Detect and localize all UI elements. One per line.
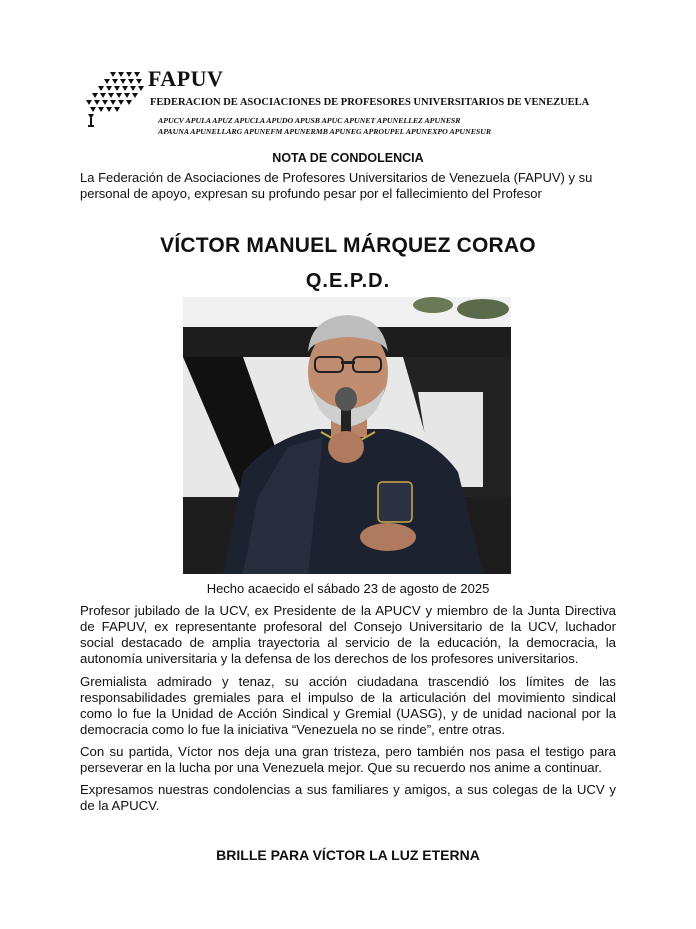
org-full-name: FEDERACION DE ASOCIACIONES DE PROFESORES UNIVERSITARIOS DE VENEZUELA — [150, 97, 590, 108]
closing-line: BRILLE PARA VÍCTOR LA LUZ ETERNA — [216, 847, 480, 863]
triangle-pattern-logo-icon — [84, 70, 146, 128]
paragraph-legacy: Con su partida, Víctor nos deja una gran tristeza, pero también nos pasa el testigo para perseverar en la lucha por una Venezuela mejor. Que su recuerdo nos anime a continuar. — [80, 744, 616, 775]
portrait-photo — [183, 297, 511, 574]
paragraph-union-work: Gremialista admirado y tenaz, su acción ciudadana trascendió los límites de las responsabilidades gremiales para el impulso de la articulación del movimiento sindical como lo fue la Unidad de Acción Sindical y Gremial (UASG), y de unidad nacional por la democracia como lo fue la iniciativa “Venezuela no se rinde”, entre otras. — [80, 674, 616, 737]
deceased-name: VÍCTOR MANUEL MÁRQUEZ CORAO — [160, 234, 536, 257]
paragraph-condolences: Expresamos nuestras condolencias a sus familiares y amigos, a sus colegas de la UCV y de la APUCV. — [80, 782, 616, 813]
intro-text: La Federación de Asociaciones de Profesores Universitarios de Venezuela (FAPUV) y su personal de apoyo, expresan su profundo pesar por el fallecimiento del Profesor — [80, 170, 593, 201]
qepd-label: Q.E.P.D. — [305, 270, 391, 292]
org-acronym: FAPUV — [148, 66, 224, 91]
date-caption: Hecho acaecido el sábado 23 de agosto de 2025 — [206, 581, 490, 596]
affiliates-line-1: APUCV APULA APUZ APUCLA APUDO APUSB APUC APUNET APUNELLEZ APUNESR — [158, 116, 461, 125]
paragraph-biography: Profesor jubilado de la UCV, ex Presidente de la APUCV y miembro de la Junta Directiva de FAPUV, ex representante profesoral del Consejo Universitario de la UCV, luchador social destacado de amplia trayectoria al servicio de la educación, la democracia, la autonomía universitaria y la defensa de los derechos de los profesores universitarios. — [80, 603, 616, 666]
affiliates-line-2: APAUNA APUNELLARG APUNEFM APUNERMB APUNEG APROUPEL APUNEXPO APUNESUR — [158, 127, 492, 136]
notice-title: NOTA DE CONDOLENCIA — [272, 151, 424, 165]
